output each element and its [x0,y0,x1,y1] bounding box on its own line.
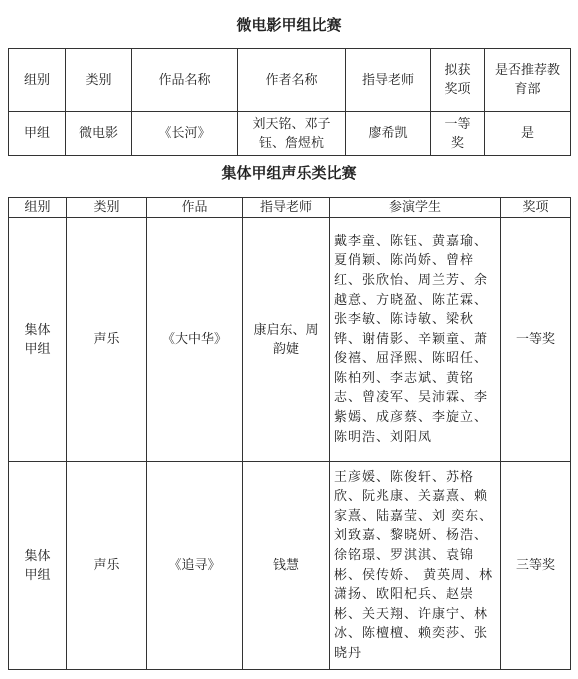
table-cell: 《大中华》 [147,218,243,462]
table-cell: 《追寻》 [147,462,243,670]
header-cell: 作品名称 [132,49,238,112]
table-header-row [9,49,571,112]
table-cell: 甲组 [9,112,66,156]
table-cell: 康启东、周韵婕 [243,218,330,462]
table-cell: 集体甲组 [9,462,67,670]
header-cell: 奖项 [501,198,571,218]
table-cell: 微电影 [66,112,132,156]
header-cell: 组别 [9,198,67,218]
header-cell: 作者名称 [238,49,346,112]
table-row [9,462,571,670]
table-cell: 声乐 [67,462,147,670]
header-cell: 组别 [9,49,66,112]
header-cell: 拟获奖项 [431,49,485,112]
section1-title: 微电影甲组比赛 [236,16,342,34]
table-row [9,112,571,156]
header-cell: 类别 [66,49,132,112]
table-cell: 声乐 [67,218,147,462]
section2-title: 集体甲组声乐类比赛 [221,164,357,182]
table-cell: 是 [485,112,571,156]
header-cell: 指导老师 [346,49,431,112]
table-cell: 廖希凯 [346,112,431,156]
header-cell: 作品 [147,198,243,218]
header-cell: 指导老师 [243,198,330,218]
table-header-row [9,198,571,218]
table-cell: 刘天铭、邓子钰、詹煜杭 [238,112,346,156]
table-cell: 一等奖 [501,218,571,462]
table-cell: 《长河》 [132,112,238,156]
participants-cell: 王彦媛、陈俊轩、苏格欣、阮兆康、关嘉熹、赖家熹、陆嘉莹、刘 奕东、刘致嘉、黎晓妍、杨浩、徐铭璟、罗淇淇、袁锦彬、侯传娇、 黄英周、林潇扬、欧阳杞兵、赵崇彬、关天翔、许康宁、林冰、陈檀檀、赖奕莎、张晓丹 [330,462,501,670]
header-cell: 类别 [67,198,147,218]
micro-film-table [8,48,571,156]
table-cell: 三等奖 [501,462,571,670]
table-cell: 一等奖 [431,112,485,156]
header-cell: 是否推荐教育部 [485,49,571,112]
table-cell: 钱慧 [243,462,330,670]
table-row [9,218,571,462]
table-cell: 集体甲组 [9,218,67,462]
header-cell: 参演学生 [330,198,501,218]
vocal-music-table [8,197,571,670]
participants-cell: 戴李童、陈钰、黄嘉瑜、夏俏颖、陈尚娇、曾梓红、张欣怡、周兰芳、余越意、方晓盈、陈芷霖、张李敏、陈诗敏、梁秋铧、谢倩影、辛颖童、萧俊禧、屈泽熙、陈昭任、陈柏列、李志斌、黄铭志、曾凌军、吴沛霖、李紫嫣、成彦蔡、李旋立、陈明浩、刘阳凤 [330,218,501,462]
